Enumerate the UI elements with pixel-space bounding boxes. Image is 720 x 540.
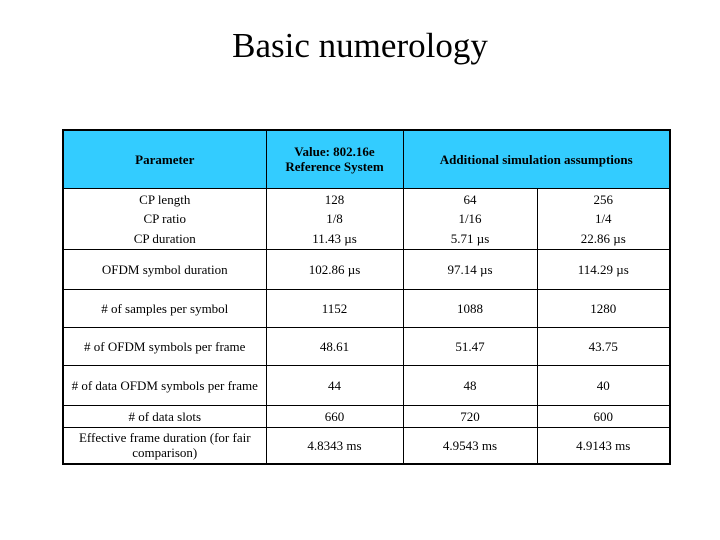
row-ref-value: 1152: [266, 290, 403, 328]
row-alt2-value: 40: [537, 366, 670, 406]
header-reference: Value: 802.16e Reference System: [266, 130, 403, 188]
cp-ratio-label: CP ratio: [143, 211, 186, 226]
row-label: # of data OFDM symbols per frame: [63, 366, 266, 406]
row-label: # of OFDM symbols per frame: [63, 328, 266, 366]
cp-alt2-values: [537, 188, 670, 250]
row-alt2-value: 600: [537, 406, 670, 428]
row-label: # of samples per symbol: [63, 290, 266, 328]
cp-labels: [63, 188, 266, 250]
cp-length-alt1: 64: [463, 191, 477, 207]
table-row: [63, 406, 670, 428]
row-ref-value: 660: [266, 406, 403, 428]
cp-row: [63, 188, 670, 250]
cp-length-label: CP length: [139, 191, 191, 207]
row-alt2-value: 114.29 µs: [537, 250, 670, 290]
row-alt2-value: 43.75: [537, 328, 670, 366]
row-label: # of data slots: [63, 406, 266, 428]
cp-length-alt2: 256: [593, 191, 613, 207]
table-row: [63, 250, 670, 290]
row-ref-value: 4.8343 ms: [266, 428, 403, 464]
cp-ratio-alt1: 1/16: [458, 211, 482, 226]
row-label: Effective frame duration (for fair comparison): [63, 428, 266, 464]
table-row: [63, 366, 670, 406]
cp-ratio-alt2: 1/4: [594, 211, 612, 226]
header-additional: Additional simulation assumptions: [403, 130, 670, 188]
cp-duration-alt1: 5.71 µs: [450, 230, 490, 246]
row-alt2-value: 1280: [537, 290, 670, 328]
table-row: [63, 290, 670, 328]
row-alt1-value: 720: [403, 406, 537, 428]
cp-reference-values: [266, 188, 403, 250]
row-alt1-value: 97.14 µs: [403, 250, 537, 290]
slide-title: Basic numerology: [232, 26, 488, 65]
table-row: [63, 428, 670, 464]
numerology-table: [62, 129, 671, 465]
table-row: [63, 328, 670, 366]
cp-length-ref: 128: [324, 191, 345, 207]
row-alt1-value: 51.47: [403, 328, 537, 366]
row-alt1-value: 48: [403, 366, 537, 406]
row-alt1-value: 1088: [403, 290, 537, 328]
row-alt2-value: 4.9143 ms: [537, 428, 670, 464]
row-ref-value: 102.86 µs: [266, 250, 403, 290]
cp-duration-label: CP duration: [133, 230, 196, 246]
cp-alt1-values: [403, 188, 537, 250]
header-parameter: Parameter: [63, 130, 266, 188]
row-label: OFDM symbol duration: [63, 250, 266, 290]
header-row: [63, 130, 670, 188]
row-ref-value: 44: [266, 366, 403, 406]
cp-duration-alt2: 22.86 µs: [580, 230, 626, 246]
row-alt1-value: 4.9543 ms: [403, 428, 537, 464]
row-ref-value: 48.61: [266, 328, 403, 366]
cp-ratio-ref: 1/8: [326, 211, 343, 226]
cp-duration-ref: 11.43 µs: [312, 230, 357, 246]
